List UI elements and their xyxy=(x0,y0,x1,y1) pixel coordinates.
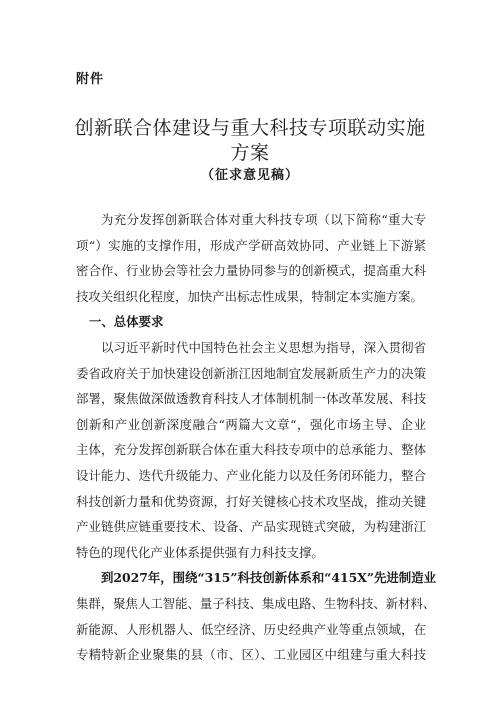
body-line: 部署，聚焦做深做透教育科技人才体制机制一体改革发展、科技 xyxy=(76,391,426,407)
attachment-label: 附件 xyxy=(76,72,105,87)
body-line: 特色的现代化产业体系提供强有力科技支撑。 xyxy=(76,544,324,560)
body-line: 密合作、行业协会等社会力量协同参与的创新模式，提高重大科 xyxy=(76,263,426,279)
document-subtitle: （征求意见稿） xyxy=(200,168,299,183)
body-line: 科技创新力量和优势资源，打好关键核心技术攻坚战，推动关键 xyxy=(76,493,426,509)
body-line: 到2027年，围绕“315”科技创新体系和“415X”先进制造业 xyxy=(101,570,436,586)
body-line: 以习近平新时代中国特色社会主义思想为指导，深入贯彻省 xyxy=(101,339,426,355)
body-line: 创新和产业创新深度融合“两篇大文章“，强化市场主导、企业 xyxy=(76,416,426,432)
document-body xyxy=(76,207,436,668)
body-line: 设计能力、迭代升级能力、产业化能力以及任务闭环能力，整合 xyxy=(76,467,426,483)
body-line: 为充分发挥创新联合体对重大科技专项（以下简称“重大专 xyxy=(101,212,426,227)
body-line: 项“）实施的支撑作用，形成产学研高效协同、产业链上下游紧 xyxy=(76,237,426,253)
body-line: 专精特新企业聚集的县（市、区）、工业园区中组建与重大科技 xyxy=(76,647,426,663)
body-line: 新能源、人形机器人、低空经济、历史经典产业等重点领域，在 xyxy=(76,621,426,637)
body-line: 产业链供应链重要技术、设备、产品实现链式突破，为构建浙江 xyxy=(76,519,426,535)
section-heading: 一、总体要求 xyxy=(89,314,164,330)
body-line: 委省政府关于加快建设创新浙江因地制宜发展新质生产力的决策 xyxy=(76,365,426,381)
document-title-line-1: 创新联合体建设与重大科技专项联动实施 xyxy=(74,117,426,139)
body-line: 集群，聚焦人工智能、量子科技、集成电路、生物科技、新材料、 xyxy=(76,595,436,611)
document-title-line-2: 方案 xyxy=(230,142,270,164)
body-line: 技攻关组织化程度，加快产出标志性成果，特制定本实施方案。 xyxy=(76,288,423,304)
body-line: 主体，充分发挥创新联合体在重大科技专项中的总承能力、整体 xyxy=(76,442,426,458)
